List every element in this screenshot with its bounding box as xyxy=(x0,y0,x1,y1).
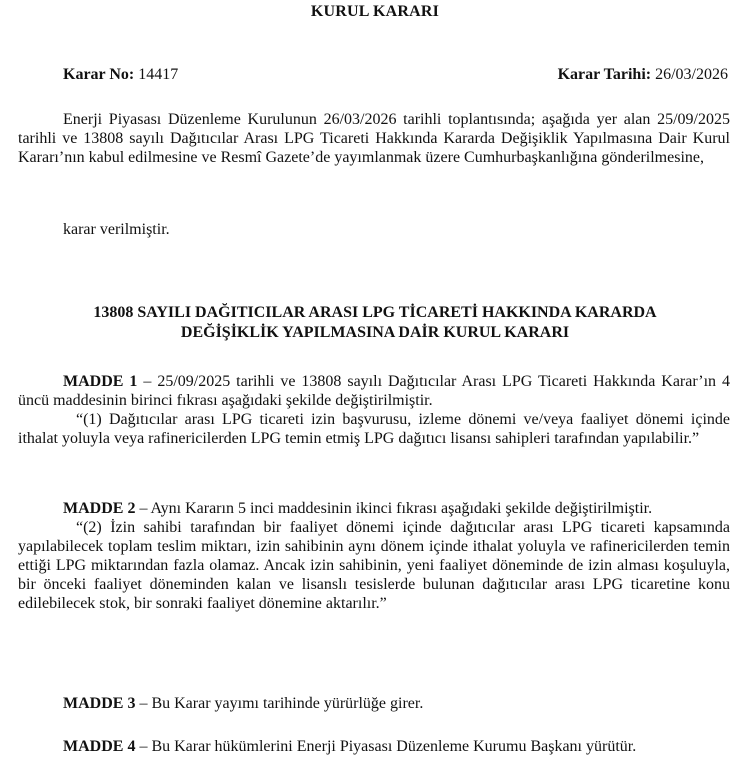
regulation-heading-line-2: DEĞİŞİKLİK YAPILMASINA DAİR KURUL KARARI xyxy=(180,324,570,341)
article-4 xyxy=(18,737,730,756)
article-3-body: – Bu Karar yayımı tarihinde yürürlüğe girer. xyxy=(135,695,424,712)
decision-date-value: 26/03/2026 xyxy=(655,66,728,83)
document-title: KURUL KARARI xyxy=(310,3,440,20)
article-2-text xyxy=(18,499,730,518)
decision-number-value: 14417 xyxy=(138,66,179,83)
regulation-heading xyxy=(0,303,750,343)
article-2-quote: “(2) İzin sahibi tarafından bir faaliyet dönemi içinde dağıtıcılar arası LPG ticareti kapsamında yapılabilecek toplam teslim miktarı, izin sahibinin aynı dönem içinde ithalat yoluyla ve rafinericilerden temin ettiği LPG miktarından fazla olamaz. Ancak izin sahibinin, yeni faaliyet döneminde de izin alması koşuluyla, bir önceki faaliyet döneminden kalan ve lisanslı tesislerde bulunan dağıtıcılar arası LPG ticaretine konu edilebilecek stok, bir sonraki faaliyet dönemine aktarılır.” xyxy=(18,519,730,612)
decision-number-label: Karar No: xyxy=(63,66,135,83)
article-4-text xyxy=(18,737,730,756)
intro-paragraph-block xyxy=(18,110,730,167)
regulation-heading-line-1: 13808 SAYILI DAĞITICILAR ARASI LPG TİCARETİ HAKKINDA KARARDA xyxy=(93,304,657,321)
article-3 xyxy=(18,694,730,713)
article-3-label: MADDE 3 xyxy=(63,695,136,712)
article-1 xyxy=(18,372,730,448)
article-4-body: – Bu Karar hükümlerini Enerji Piyasası Düzenleme Kurumu Başkanı yürütür. xyxy=(135,738,637,755)
article-2-body: – Aynı Kararın 5 inci maddesinin ikinci fıkrası aşağıdaki şekilde değiştirilmiştir. xyxy=(135,500,653,517)
article-2 xyxy=(18,499,730,613)
article-1-quote: “(1) Dağıtıcılar arası LPG ticareti izin başvurusu, izleme dönemi ve/veya faaliyet dönemi içinde ithalat yoluyla veya rafinericilerden LPG temin etmiş LPG dağıtıcı lisansı sahipleri tarafından yapılabilir.” xyxy=(18,411,730,447)
article-4-label: MADDE 4 xyxy=(63,738,136,755)
decision-statement: karar verilmiştir. xyxy=(63,221,170,238)
decision-date-label: Karar Tarihi: xyxy=(557,66,652,83)
decision-number xyxy=(63,65,178,84)
intro-paragraph: Enerji Piyasası Düzenleme Kurulunun 26/03/2026 tarihli toplantısında; aşağıda yer alan 25/09/2025 tarihli ve 13808 sayılı Dağıtıcılar Arası LPG Ticareti Hakkında Kararda Değişiklik Yapılmasına Dair Kurul Kararı’nın kabul edilmesine ve Resmî Gazete’de yayımlanmak üzere Cumhurbaşkanlığına gönderilmesine, xyxy=(18,111,730,166)
article-2-label: MADDE 2 xyxy=(63,500,136,517)
decision-date xyxy=(558,65,728,84)
article-1-body: – 25/09/2025 tarihli ve 13808 sayılı Dağıtıcılar Arası LPG Ticareti Hakkında Karar’ın 4 üncü maddesinin birinci fıkrası aşağıdaki şekilde değiştirilmiştir. xyxy=(18,373,731,409)
decision-meta xyxy=(63,65,728,85)
article-1-text xyxy=(18,372,730,410)
article-1-label: MADDE 1 xyxy=(63,373,138,390)
article-3-text xyxy=(18,694,730,713)
